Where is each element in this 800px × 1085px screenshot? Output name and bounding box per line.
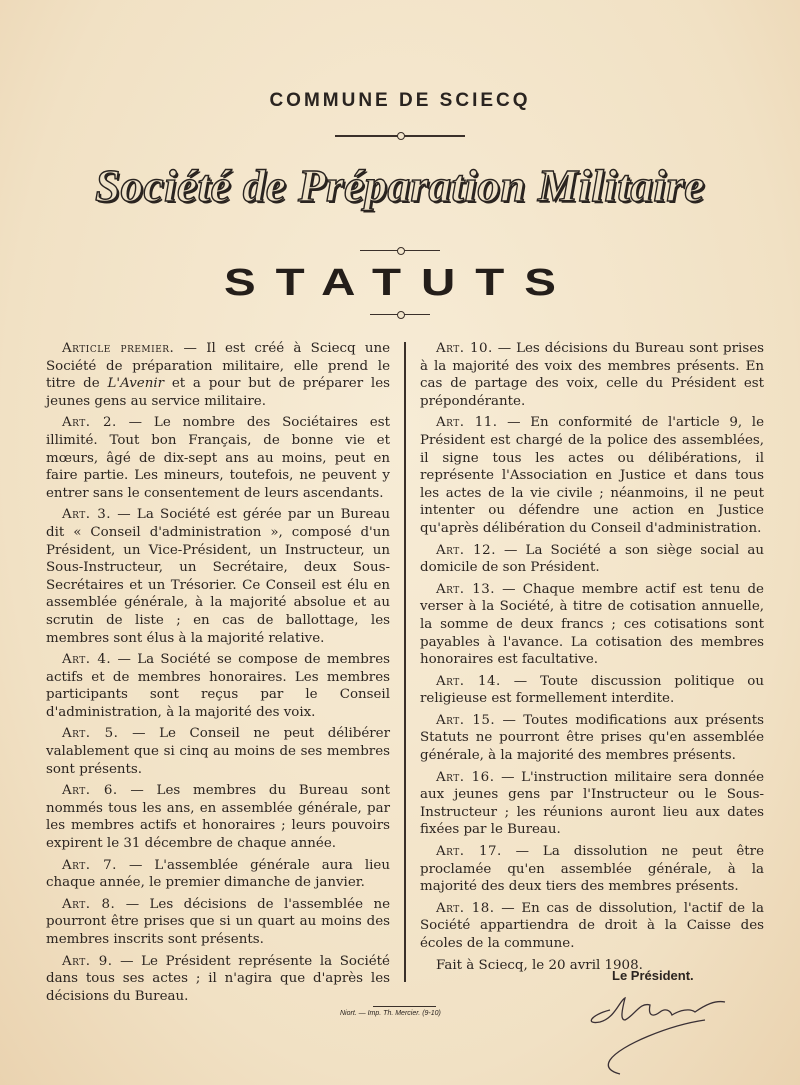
ornamental-rule <box>360 250 440 251</box>
article-label: Art. 15. <box>436 712 496 728</box>
statuts-heading: STATUTS <box>224 262 576 304</box>
left-column <box>46 340 390 1009</box>
article-text: — La Société a son siège social au domicile de son Président. <box>420 542 764 576</box>
article-text: — Les décisions du Bureau sont prises à la majorité des voix des membres présents. En cas de partage des voix, celle du Président est prépondérante. <box>420 341 764 409</box>
article-paragraph <box>420 340 764 410</box>
article-text: — La Société est gérée par un Bureau dit « Conseil d'administration », composé d'un Président, un Vice-Président, un Instructeur, un Sous-Instructeur, un Secrétaire, deux Sous-Secrétaires et un Trésorier. Ce Conseil est élu en assemblée générale, à la majorité absolue et au scrutin de liste ; en cas de ballottage, les membres sont élus à la majorité relative. <box>46 507 390 646</box>
article-text: — L'assemblée générale aura lieu chaque année, le premier dimanche de janvier. <box>46 857 390 891</box>
article-paragraph <box>420 843 764 896</box>
article-label: Art. 18. <box>436 900 495 916</box>
article-text: et a pour but de préparer les jeunes gens au service militaire. <box>46 376 390 409</box>
article-label: Art. 8. <box>62 896 116 912</box>
article-paragraph <box>46 414 390 502</box>
article-text: — Le Président représente la Société dans tous ses actes ; il n'agira que d'après les décisions du Bureau. <box>46 953 390 1004</box>
article-text: — Le Conseil ne peut délibérer valablement que si cinq au moins de ses membres sont présents. <box>46 726 390 777</box>
article-text: — Il est créé à Sciecq une Société de préparation militaire, elle prend le titre de <box>46 341 391 392</box>
article-label: Art. 3. <box>62 507 112 523</box>
article-paragraph <box>420 673 764 708</box>
article-paragraph <box>420 542 764 577</box>
article-text: — Toute discussion politique ou religieuse est formellement interdite. <box>420 673 764 707</box>
article-paragraph <box>420 712 764 765</box>
article-text: — La Société se compose de membres actifs et de membres honoraires. Les membres participants sont reçus par le Conseil d'administration, à la majorité des voix. <box>46 652 390 720</box>
article-paragraph <box>420 769 764 839</box>
article-label: Article premier. <box>62 341 175 356</box>
article-paragraph <box>46 896 390 949</box>
article-text: — La dissolution ne peut être proclamée qu'en assemblée générale, à la majorité des deux tiers des membres présents. <box>420 844 764 895</box>
article-text: — Chaque membre actif est tenu de verser à la Société, à titre de cotisation annuelle, la somme de deux francs ; ces cotisations sont payables à l'avance. La cotisation des membres honoraires est facultative. <box>420 581 764 668</box>
article-text: — Les membres du Bureau sont nommés tous les ans, en assemblée générale, par les membres actifs et honoraires ; leurs pouvoirs expirent le 31 décembre de chaque année. <box>46 783 390 852</box>
date-place-line: Fait à Sciecq, le 20 avril 1908. <box>436 957 643 973</box>
article-label: Art. 13. <box>436 581 495 597</box>
right-column <box>420 340 764 978</box>
president-signature <box>580 990 740 1075</box>
article-label: Art. 9. <box>62 953 113 969</box>
president-label: Le Président. <box>612 968 694 983</box>
article-label: Art. 2. <box>62 415 117 431</box>
ornamental-rule <box>370 314 430 315</box>
article-label: Art. 16. <box>436 769 495 785</box>
commune-heading: COMMUNE DE SCIECQ <box>269 90 531 111</box>
article-text: — En conformité de l'article 9, le Président est chargé de la police des assemblées, il signe tous les actes ou délibérations, il représente l'Association en Justice et dans tous les actes de la vie civile ; néanmoins, il ne peut intenter ou défendre une action en Justice qu'après délibération du Conseil d'administration. <box>420 415 764 536</box>
article-label: Art. 10. <box>436 341 493 356</box>
printer-imprint: Niort. — Imp. Th. Mercier. (9-10) <box>340 1010 441 1017</box>
article-label: Art. 5. <box>62 726 119 742</box>
article-paragraph <box>420 900 764 953</box>
article-label: Art. 7. <box>62 857 117 873</box>
document-title: Société de Préparation Militaire <box>95 161 705 211</box>
printer-rule <box>373 1006 436 1007</box>
article-paragraph <box>46 725 390 778</box>
article-label: Art. 11. <box>436 415 498 431</box>
article-text: — L'instruction militaire sera donnée aux jeunes gens par l'Instructeur ou le Sous-Instructeur ; les réunions auront lieu aux dates fixées par le Bureau. <box>420 769 764 838</box>
ornamental-rule <box>335 135 465 137</box>
article-label: Art. 17. <box>436 844 502 860</box>
society-name: L'Avenir <box>107 376 164 392</box>
article-text: — En cas de dissolution, l'actif de la Société appartiendra de droit à la Caisse des écoles de la commune. <box>420 900 764 951</box>
article-paragraph <box>420 414 764 537</box>
article-paragraph <box>46 857 390 892</box>
article-text: — Le nombre des Sociétaires est illimité. Tout bon Français, de bonne vie et mœurs, âgé de dix-sept ans au moins, peut en faire partie. Les mineurs, toutefois, ne peuvent y entrer sans le consentement de leurs ascendants. <box>46 415 390 501</box>
article-label: Art. 14. <box>436 673 501 689</box>
column-divider <box>404 342 406 982</box>
article-text: — Les décisions de l'assemblée ne pourront être prises que si un quart au moins des membres inscrits sont présents. <box>46 896 390 947</box>
article-label: Art. 4. <box>62 652 112 668</box>
article-paragraph <box>46 340 390 410</box>
article-paragraph <box>46 953 390 1006</box>
article-label: Art. 6. <box>62 783 118 799</box>
article-paragraph <box>46 651 390 721</box>
article-label: Art. 12. <box>436 542 496 558</box>
article-paragraph <box>420 581 764 669</box>
article-paragraph <box>46 506 390 647</box>
article-paragraph <box>46 782 390 852</box>
article-text: — Toutes modifications aux présents Statuts ne pourront être prises qu'en assemblée générale, à la majorité des membres présents. <box>420 712 764 764</box>
